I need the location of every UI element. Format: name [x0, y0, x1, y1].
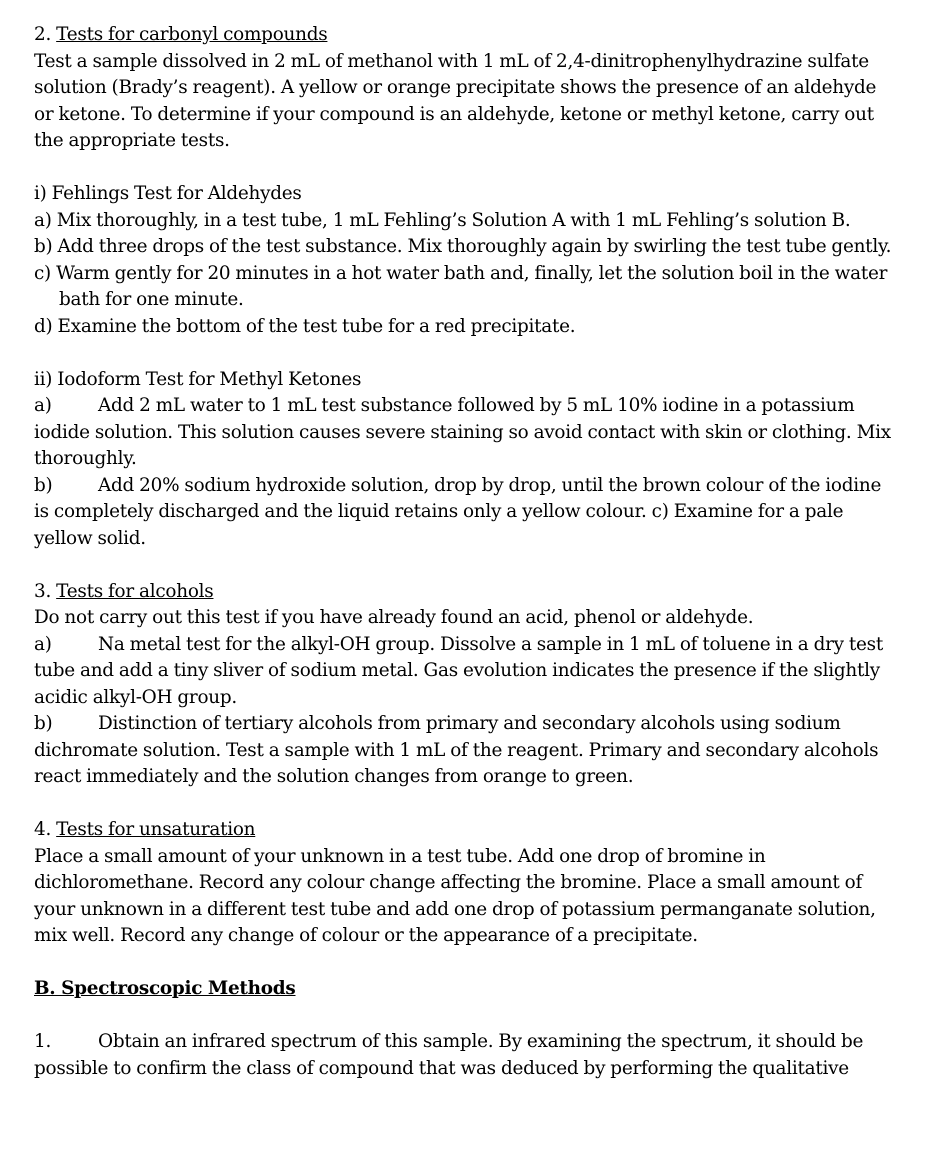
fehlings-step-d: d) Examine the bottom of the test tube for a red precipitate.	[34, 315, 576, 337]
iodoform-step-a-text: Add 2 mL water to 1 mL test substance followed by 5 mL 10% iodine in a potassium iodide solution. This solution causes severe staining so avoid contact with skin or clothing. Mix thoroughly.	[34, 395, 891, 469]
spectroscopic-methods-heading: B. Spectroscopic Methods	[34, 978, 296, 999]
alcohols-step-a-label: a)	[34, 633, 52, 655]
alcohols-section-number: 3.	[34, 580, 57, 602]
iodoform-step-b-text: Add 20% sodium hydroxide solution, drop by drop, until the brown colour of the iodine is completely discharged and the liquid retains only a yellow colour. c) Examine for a pale yellow solid.	[34, 474, 882, 549]
fehlings-step-a: a) Mix thoroughly, in a test tube, 1 mL Fehling’s Solution A with 1 mL Fehling’s solution B.	[34, 209, 851, 231]
iodoform-step-b	[34, 473, 894, 553]
carbonyl-section-heading	[34, 22, 894, 49]
alcohols-section-heading	[34, 579, 894, 606]
unsaturation-section-number: 4.	[34, 819, 57, 840]
unsaturation-section-heading	[34, 817, 894, 844]
fehlings-step-b: b) Add three drops of the test substance. Mix thoroughly again by swirling the test tube gently.	[34, 236, 892, 257]
iodoform-step-a-label: a)	[34, 395, 52, 416]
iodoform-test-heading: ii) Iodoform Test for Methyl Ketones	[34, 368, 362, 390]
spectroscopic-step-1	[34, 1029, 894, 1082]
alcohols-section-title: Tests for alcohols	[56, 580, 214, 602]
document-page	[34, 22, 894, 1082]
spectroscopic-step-1-label: 1.	[34, 1031, 52, 1052]
alcohols-step-b-text: Distinction of tertiary alcohols from primary and secondary alcohols using sodium dichromate solution. Test a sample with 1 mL of the reagent. Primary and secondary alcohols react immediately and the solution changes from orange to green.	[34, 713, 879, 787]
iodoform-step-b-label: b)	[34, 474, 53, 496]
carbonyl-intro-paragraph: Test a sample dissolved in 2 mL of methanol with 1 mL of 2,4-dinitrophenylhydrazine sulfate solution (Brady’s reagent). A yellow or orange precipitate shows the presence of an aldehyde or ketone. To determine if your compound is an aldehyde, ketone or methyl ketone, carry out the appropriate tests.	[34, 50, 877, 151]
carbonyl-section-number: 2.	[34, 24, 57, 45]
fehlings-test-heading: i) Fehlings Test for Aldehydes	[34, 183, 302, 204]
alcohols-step-a	[34, 632, 894, 712]
alcohols-intro-paragraph: Do not carry out this test if you have already found an acid, phenol or aldehyde.	[34, 607, 754, 628]
unsaturation-section-title: Tests for unsaturation	[56, 819, 256, 840]
alcohols-step-a-text: Na metal test for the alkyl-OH group. Dissolve a sample in 1 mL of toluene in a dry test tube and add a tiny sliver of sodium metal. Gas evolution indicates the presence if the slightly acidic alkyl-OH group.	[34, 633, 883, 708]
spectroscopic-step-1-text: Obtain an infrared spectrum of this sample. By examining the spectrum, it should be possible to confirm the class of compound that was deduced by performing the qualitative	[34, 1031, 864, 1079]
alcohols-step-b	[34, 711, 894, 791]
unsaturation-paragraph: Place a small amount of your unknown in a test tube. Add one drop of bromine in dichloromethane. Record any colour change affecting the bromine. Place a small amount of your unknown in a different test tube and add one drop of potassium permanganate solution, mix well. Record any change of colour or the appearance of a precipitate.	[34, 845, 876, 946]
carbonyl-section-title: Tests for carbonyl compounds	[56, 24, 328, 45]
alcohols-step-b-label: b)	[34, 713, 53, 734]
iodoform-step-a	[34, 393, 894, 473]
fehlings-step-c: c) Warm gently for 20 minutes in a hot water bath and, finally, let the solution boil in the water bath for one minute.	[34, 262, 888, 310]
